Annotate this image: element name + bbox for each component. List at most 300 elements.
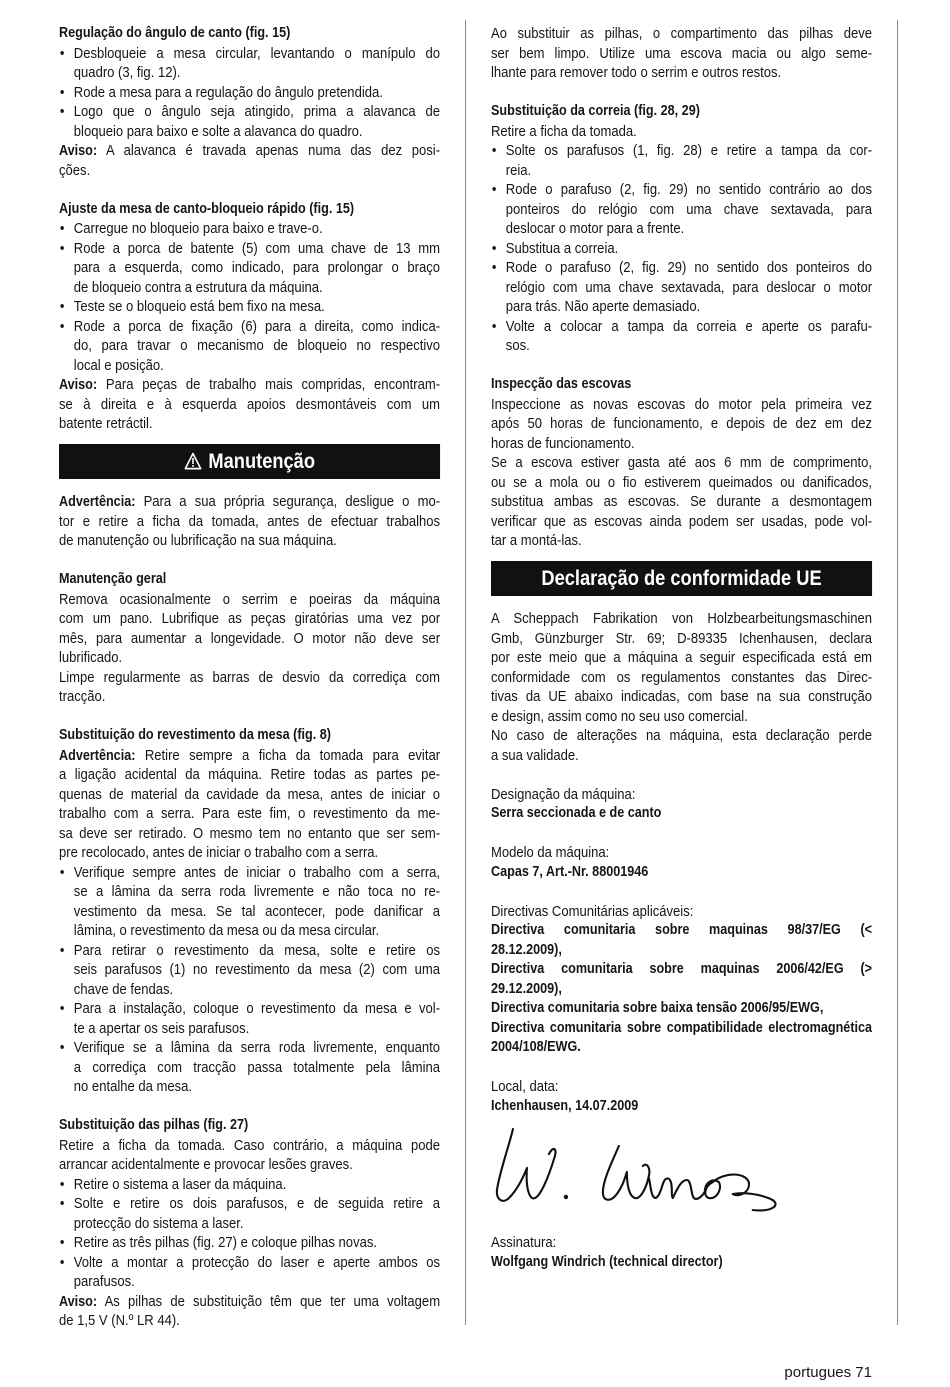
text-line — [59, 746, 440, 766]
line-text: Directivas Comunitárias aplicáveis: — [491, 902, 694, 920]
paragraph — [491, 1233, 872, 1253]
line-text: a ligação acidental da máquina. Retire todas as partes pe- — [59, 766, 441, 784]
paragraph — [59, 1136, 440, 1175]
bullet-icon — [60, 83, 65, 103]
line-text: Desbloqueie a mesa circular, levantando o manípulo do — [73, 44, 441, 62]
bullet-icon — [60, 239, 65, 259]
text-line — [491, 902, 872, 922]
text-line — [59, 1292, 440, 1312]
bullet-icon — [492, 258, 497, 278]
bullet-item — [59, 863, 440, 941]
text-line — [491, 1097, 872, 1117]
text-line — [59, 395, 440, 415]
text-line — [491, 63, 872, 83]
text-line — [491, 980, 872, 1000]
lead-label: Advertência: — [59, 494, 136, 511]
text-line — [491, 609, 872, 629]
line-text: Gmb, Günzburger Str. 69; D-89335 Ichenhausen, declara — [491, 629, 873, 647]
line-text: Volte a colocar a tampa da correia e aperte os parafu- — [505, 317, 873, 335]
paragraph — [491, 122, 872, 142]
line-text: 2004/108/EWG. — [491, 1039, 581, 1056]
text-line — [59, 824, 440, 844]
line-text: vestimento da mesa. Se tal acontecer, pode danificar a — [73, 902, 441, 920]
text-line — [506, 297, 872, 317]
text-line — [506, 317, 872, 337]
text-line — [59, 414, 440, 434]
line-text: Limpe regularmente as barras de desvio da corrediça com — [59, 668, 441, 686]
line-text: seis parafusos (1) no revestimento da mesa (2) com uma — [73, 961, 441, 979]
line-text: tracção. — [59, 688, 106, 706]
text-line — [59, 1155, 440, 1175]
text-line — [491, 512, 872, 532]
text-line — [74, 356, 440, 376]
text-line — [491, 707, 872, 727]
text-line — [491, 668, 872, 688]
text-line — [59, 141, 440, 161]
paragraph — [491, 785, 872, 805]
signature-drawing — [491, 1116, 781, 1233]
line-text: após 50 horas de funcionamento, e depois de dez em dez — [491, 415, 873, 433]
paragraph — [491, 609, 872, 726]
text-line — [506, 336, 872, 356]
line-text: A Scheppach Fabrikation von Holzbearbeitungsmaschinen — [491, 610, 873, 628]
text-line — [491, 414, 872, 434]
page-edge-rule — [897, 20, 898, 1325]
subheading: Substituição do revestimento da mesa (fig. 8) — [59, 727, 331, 744]
text-line — [506, 200, 872, 220]
line-text: Wolfgang Windrich (technical director) — [491, 1253, 723, 1270]
bullet-icon — [60, 1175, 65, 1195]
line-text: relógio com uma chave sextavada, para deslocar o motor — [505, 278, 873, 296]
line-text: ponteiros do relógio com uma chave sextavada, para — [505, 200, 873, 218]
text-line — [74, 863, 440, 883]
bullet-item — [59, 1038, 440, 1097]
line-text: com um pano. Lubrifique as peças giratórias uma vez por — [59, 610, 441, 628]
line-text: quenas de material da cavidade da mesa, antes de iniciar o — [59, 785, 441, 803]
text-line — [59, 609, 440, 629]
bullet-item — [491, 180, 872, 239]
line-text: ser bem limpo. Utilize uma escova macia ou algo seme- — [491, 44, 873, 62]
line-text: de 1,5 V (N.º LR 44). — [59, 1312, 180, 1330]
bullet-icon — [60, 941, 65, 961]
line-text: Inspeccione as novas escovas do motor pela primeira vez — [491, 395, 873, 413]
bullet-icon — [60, 863, 65, 883]
line-text: A alavanca é travada apenas numa das dez posi- — [106, 142, 441, 160]
line-text: Retire o sistema a laser da máquina. — [73, 1175, 287, 1193]
text-line — [491, 395, 872, 415]
bullet-item — [59, 1233, 440, 1253]
text-line — [491, 1038, 872, 1058]
line-text: Rode a porca de fixação (6) para a direita, como indica- — [73, 317, 441, 335]
paragraph — [59, 590, 440, 668]
text-line — [506, 278, 872, 298]
text-line — [491, 531, 872, 551]
paragraph — [59, 141, 440, 180]
bullet-item — [59, 297, 440, 317]
line-text: por este meio que a máquina a seguir especificada está em — [491, 649, 873, 667]
line-text: Capas 7, Art.-Nr. 88001946 — [491, 863, 649, 880]
line-text: No caso de alterações na máquina, esta declaração perde — [491, 727, 873, 745]
line-text: horas de funcionamento. — [491, 434, 635, 452]
text-line — [74, 1253, 440, 1273]
blank-line — [491, 882, 872, 902]
column-divider — [465, 20, 466, 1325]
text-line — [491, 960, 872, 980]
line-text: Retire a ficha da tomada. Caso contrário, a máquina pode — [59, 1136, 441, 1154]
page-footer: portugues 71 — [784, 1364, 872, 1381]
signature-image — [491, 1116, 872, 1233]
text-line — [59, 492, 440, 512]
line-text: Retire a ficha da tomada. — [491, 122, 637, 140]
line-text: e design, assim como no seu uso comercial. — [491, 707, 748, 725]
text-line — [74, 1175, 440, 1195]
line-text: Local, data: — [491, 1078, 559, 1096]
text-line — [74, 1194, 440, 1214]
line-text: Directiva comunitaria sobre maquinas 98/37/EG (< — [491, 922, 873, 939]
text-line — [491, 122, 872, 142]
text-line — [59, 1311, 440, 1331]
line-text: te a apertar os seis parafusos. — [73, 1019, 250, 1037]
line-text: sos. — [505, 337, 530, 355]
bullet-item — [59, 999, 440, 1038]
line-text: tor e retire a ficha da tomada, antes de efectuar trabalhos — [59, 512, 441, 530]
line-text: Logo que o ângulo seja atingido, prima a alavanca de — [73, 103, 441, 121]
line-text: Directiva comunitaria sobre maquinas 2006/42/EG (> — [491, 961, 873, 978]
line-text: no entalhe da mesa. — [73, 1078, 193, 1096]
text-line — [74, 219, 440, 239]
blank-line — [491, 1058, 872, 1078]
bullet-icon — [60, 1233, 65, 1253]
section-heading-bar — [491, 551, 872, 610]
text-line — [491, 473, 872, 493]
line-text: quadro (3, fig. 12). — [73, 64, 181, 82]
text-line — [491, 746, 872, 766]
text-line — [491, 941, 872, 961]
paragraph — [491, 395, 872, 454]
text-line — [74, 317, 440, 337]
text-line — [506, 239, 872, 259]
bullet-item — [491, 239, 872, 259]
text-line — [491, 434, 872, 454]
line-text: se a lâmina da serra roda livremente e não toca no re- — [73, 883, 441, 901]
text-line — [74, 258, 440, 278]
bullet-icon — [60, 317, 65, 337]
line-text: lubrificado. — [59, 649, 123, 667]
text-line — [74, 1077, 440, 1097]
line-text: do, para travar o mecanismo de bloqueio no respectivo — [73, 337, 441, 355]
line-text: Solte e retire os dois parafusos, e de seguida retire a — [73, 1195, 441, 1213]
line-text: Para a instalação, coloque o revestimento da mesa e vol- — [73, 1000, 441, 1018]
line-text: Rode a mesa para a regulação do ângulo pretendida. — [73, 83, 383, 101]
bullet-item — [59, 239, 440, 298]
line-text: Substitua a correia. — [505, 239, 619, 257]
line-text: protecção do sistema a laser. — [73, 1214, 244, 1232]
bullet-item — [59, 941, 440, 1000]
line-text: Rode o parafuso (2, fig. 29) no sentido contrário ao dos — [505, 181, 873, 199]
text-line — [59, 512, 440, 532]
text-line — [74, 278, 440, 298]
text-line — [59, 804, 440, 824]
bold-paragraph — [491, 999, 872, 1019]
blank-line — [59, 707, 440, 727]
text-line — [491, 687, 872, 707]
text-line — [74, 980, 440, 1000]
text-line — [74, 1214, 440, 1234]
line-text: conformidade com os regulamentos constantes das Direc- — [491, 668, 873, 686]
bold-paragraph — [491, 863, 872, 883]
text-line — [491, 1077, 872, 1097]
line-text: Se a escova estiver gasta até aos 6 mm de comprimento, — [491, 454, 873, 472]
text-line — [74, 1019, 440, 1039]
text-line — [491, 44, 872, 64]
line-text: Modelo da máquina: — [491, 844, 610, 862]
text-line — [59, 1136, 440, 1156]
section-heading — [491, 561, 872, 596]
subheading: Regulação do ângulo de canto (fig. 15) — [59, 25, 291, 42]
line-text: Assinatura: — [491, 1234, 557, 1252]
paragraph — [59, 668, 440, 707]
line-text: 29.12.2009), — [491, 980, 562, 997]
line-text: Para retirar o revestimento da mesa, solte e retire os — [73, 941, 441, 959]
text-line — [59, 843, 440, 863]
line-text: Serra seccionada e de canto — [491, 805, 662, 822]
bullet-item — [491, 258, 872, 317]
bullet-icon — [60, 1038, 65, 1058]
line-text: Para peças de trabalho mais compridas, encontram- — [105, 376, 441, 394]
line-text: Directiva comunitaria sobre compatibilidade electromagnética — [491, 1019, 873, 1036]
bold-paragraph — [491, 960, 872, 999]
text-line — [491, 726, 872, 746]
bullet-icon — [60, 219, 65, 239]
paragraph — [491, 902, 872, 922]
text-line — [74, 122, 440, 142]
blank-line — [59, 180, 440, 200]
line-text: sa deve ser retirado. O mesmo tem no entanto que ser sem- — [59, 824, 441, 842]
bullet-item — [59, 102, 440, 141]
bold-paragraph — [491, 1097, 872, 1117]
line-text: Remova ocasionalmente o serrim e poeiras da máquina — [59, 590, 441, 608]
line-text: trabalho com a serra. Para este fim, o revestimento da me- — [59, 805, 441, 823]
text-line — [74, 1038, 440, 1058]
text-line — [506, 258, 872, 278]
bullet-item — [59, 83, 440, 103]
subheading: Inspecção das escovas — [491, 376, 632, 393]
line-text: Rode o parafuso (2, fig. 29) no sentido dos ponteiros do — [505, 259, 873, 277]
lead-label: Aviso: — [59, 143, 98, 160]
text-line — [74, 1233, 440, 1253]
line-text: Directiva comunitaria sobre baixa tensão 2006/95/EWG, — [491, 1000, 824, 1017]
text-line — [74, 63, 440, 83]
bullet-item — [491, 141, 872, 180]
line-text: Ichenhausen, 14.07.2009 — [491, 1097, 639, 1114]
text-line — [491, 785, 872, 805]
blank-line — [491, 824, 872, 844]
line-text: tar a montá-las. — [491, 532, 582, 550]
line-text: pre recolocado, antes de iniciar o trabalho com a serra. — [59, 844, 379, 862]
line-text: ções. — [59, 161, 91, 179]
text-line — [59, 765, 440, 785]
line-text: Carregue no bloqueio para baixo e trave-o. — [73, 220, 323, 238]
text-line — [74, 336, 440, 356]
text-line — [491, 921, 872, 941]
text-line — [74, 239, 440, 259]
subheading: Substituição das pilhas (fig. 27) — [59, 1117, 249, 1134]
line-text: Teste se o bloqueio está bem fixo na mesa. — [73, 298, 325, 316]
text-line — [59, 668, 440, 688]
text-line — [59, 531, 440, 551]
text-line — [506, 219, 872, 239]
line-text: ou se a mola ou o fio estiverem queimados ou danificados, — [491, 473, 873, 491]
lead-label: Advertência: — [59, 747, 136, 764]
text-line — [491, 492, 872, 512]
text-line — [59, 785, 440, 805]
bullet-icon — [492, 317, 497, 337]
subheading: Manutenção geral — [59, 571, 167, 588]
section-heading — [59, 444, 440, 479]
line-text: chave de fendas. — [73, 980, 174, 998]
text-line — [74, 921, 440, 941]
text-line — [491, 24, 872, 44]
text-line — [59, 648, 440, 668]
line-text: de manutenção ou lubrificação na sua máquina. — [59, 532, 337, 550]
line-text: tivas da UE abaixo indicadas, com base na sua construção — [491, 688, 873, 706]
line-text: Para a sua própria segurança, desligue o mo- — [143, 493, 441, 511]
blank-line — [59, 551, 440, 571]
left-column — [59, 24, 440, 1331]
bullet-icon — [492, 141, 497, 161]
line-text: substitua ambas as escovas. Se durante a desmontagem — [491, 493, 873, 511]
text-line — [59, 687, 440, 707]
paragraph — [491, 726, 872, 765]
blank-line — [59, 1097, 440, 1117]
bullet-icon — [60, 999, 65, 1019]
line-text: reia. — [505, 161, 532, 179]
line-text: Verifique sempre antes de iniciar o trabalho com a serra, — [73, 863, 441, 881]
paragraph — [59, 1292, 440, 1331]
line-text: mês, para aumentar a longevidade. O motor não deve ser — [59, 629, 441, 647]
bullet-item — [59, 317, 440, 376]
text-line — [506, 141, 872, 161]
line-text: deslocar o motor para a frente. — [505, 220, 685, 238]
text-line — [491, 629, 872, 649]
line-text: se à direita e à esquerda apoios desmontáveis com um — [59, 395, 441, 413]
line-text: Solte os parafusos (1, fig. 28) e retire a tampa da cor- — [505, 142, 873, 160]
bullet-icon — [60, 1253, 65, 1273]
text-line — [491, 1233, 872, 1253]
section-heading-text: Declaração de conformidade UE — [541, 566, 822, 590]
line-text: arrancar acidentalmente e provocar lesões graves. — [59, 1156, 353, 1174]
bullet-icon — [492, 180, 497, 200]
bold-paragraph — [491, 1253, 872, 1273]
bullet-icon — [492, 239, 497, 259]
text-line — [74, 960, 440, 980]
text-line — [74, 999, 440, 1019]
text-line — [74, 102, 440, 122]
blank-line — [491, 83, 872, 103]
bullet-item — [491, 317, 872, 356]
bullet-icon — [60, 44, 65, 64]
bullet-item — [59, 1175, 440, 1195]
bullet-item — [59, 219, 440, 239]
bold-paragraph — [491, 804, 872, 824]
text-line — [506, 180, 872, 200]
text-line — [74, 902, 440, 922]
line-text: Verifique se a lâmina da serra roda livremente, enquanto — [73, 1039, 441, 1057]
section-heading-bar — [59, 434, 440, 493]
bullet-item — [59, 1194, 440, 1233]
text-line — [506, 161, 872, 181]
paragraph — [491, 453, 872, 551]
line-text: lâmina, o revestimento da mesa ou da mesa circular. — [73, 922, 380, 940]
bullet-icon — [60, 102, 65, 122]
line-text: Retire sempre a ficha da tomada para evitar — [144, 746, 441, 764]
paragraph — [491, 1077, 872, 1097]
line-text: local e posição. — [73, 356, 164, 374]
text-line — [59, 161, 440, 181]
text-line — [491, 1019, 872, 1039]
paragraph — [59, 746, 440, 863]
line-text: lhante para remover todo o serrim e outros restos. — [491, 64, 782, 82]
bullet-icon — [60, 1194, 65, 1214]
text-line — [491, 999, 872, 1019]
right-column — [491, 24, 872, 1272]
paragraph — [59, 492, 440, 551]
section-heading-text: Manutenção — [208, 449, 315, 473]
blank-line — [491, 356, 872, 376]
bullet-icon — [60, 297, 65, 317]
text-line — [74, 882, 440, 902]
bullet-item — [59, 44, 440, 83]
line-text: verificar que as escovas ainda podem ser usadas, pode vol- — [491, 512, 873, 530]
line-text: Designação da máquina: — [491, 785, 636, 803]
text-line — [74, 83, 440, 103]
line-text: Volte a montar a protecção do laser e aperte ambos os — [73, 1253, 441, 1271]
paragraph — [491, 843, 872, 863]
bold-paragraph — [491, 921, 872, 960]
line-text: As pilhas de substituição têm que ter uma voltagem — [104, 1292, 441, 1310]
bold-paragraph — [491, 1019, 872, 1058]
text-line — [59, 375, 440, 395]
line-text: para trás. Não aperte demasiado. — [505, 298, 701, 316]
lead-label: Aviso: — [59, 1293, 98, 1310]
text-line — [491, 1253, 872, 1273]
text-line — [74, 1272, 440, 1292]
text-line — [74, 44, 440, 64]
text-line — [491, 863, 872, 883]
text-line — [74, 1058, 440, 1078]
text-line — [59, 590, 440, 610]
line-text: batente retráctil. — [59, 415, 153, 433]
text-line — [74, 941, 440, 961]
subheading: Substituição da correia (fig. 28, 29) — [491, 103, 700, 120]
line-text: Rode a porca de batente (5) com uma chave de 13 mm — [73, 239, 441, 257]
warning-icon — [184, 452, 201, 470]
text-line — [491, 453, 872, 473]
paragraph — [491, 24, 872, 83]
line-text: a corrediça com tracção passa totalmente pela lâmina — [73, 1058, 441, 1076]
blank-line — [491, 765, 872, 785]
line-text: Retire as três pilhas (fig. 27) e coloque pilhas novas. — [73, 1234, 377, 1252]
bullet-item — [59, 1253, 440, 1292]
text-line — [491, 648, 872, 668]
text-line — [74, 297, 440, 317]
line-text: 28.12.2009), — [491, 941, 562, 958]
line-text: de bloqueio contra a estrutura da máquina. — [73, 278, 323, 296]
text-line — [59, 629, 440, 649]
line-text: Ao substituir as pilhas, o compartimento das pilhas deve — [491, 25, 873, 43]
line-text: bloqueio para baixo e solte a alavanca do quadro. — [73, 122, 363, 140]
lead-label: Aviso: — [59, 377, 98, 394]
